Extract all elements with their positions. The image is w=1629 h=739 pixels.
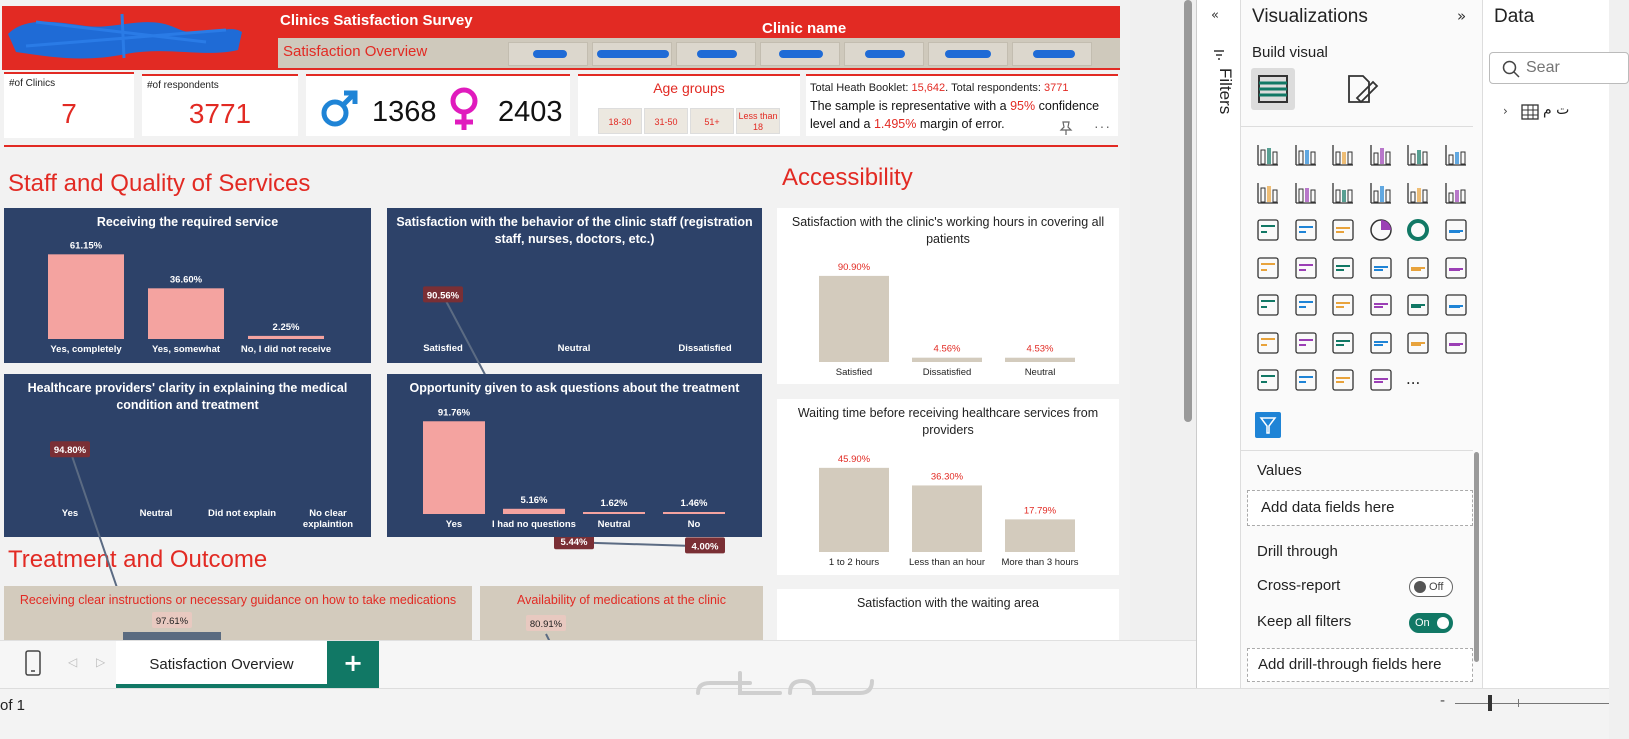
category-label: No xyxy=(687,519,701,530)
filters-pane xyxy=(1196,0,1240,688)
booklet-label: Total Heath Booklet: xyxy=(810,82,909,94)
clinics-card xyxy=(4,72,134,138)
clinic-slicer-button[interactable] xyxy=(592,42,672,66)
canvas-scrollbar[interactable] xyxy=(1184,0,1192,422)
chart-svg xyxy=(4,374,371,537)
clinic-slicer-button[interactable] xyxy=(928,42,1008,66)
survey-title: Clinics Satisfaction Survey xyxy=(280,12,473,29)
waterfall-icon[interactable] xyxy=(1255,217,1281,243)
page-counter: of 1 xyxy=(0,697,26,714)
filled-map-icon[interactable] xyxy=(1330,255,1356,281)
tab-prev-icon[interactable]: ◁ xyxy=(68,655,78,669)
confidence-value: 95% xyxy=(1010,99,1036,113)
chart-svg xyxy=(777,399,1119,575)
chart-svg xyxy=(4,208,371,363)
respondents-label: #of respondents xyxy=(147,80,219,91)
ribbon-icon[interactable] xyxy=(1368,180,1394,206)
gender-card xyxy=(306,74,570,136)
data-search-box[interactable] xyxy=(1489,52,1629,84)
data-search-input[interactable] xyxy=(1526,57,1616,79)
age-option-less-than-18[interactable]: Less than 18 xyxy=(736,108,780,134)
tab-satisfaction-overview[interactable]: Satisfaction Overview xyxy=(116,641,327,688)
keep-all-filters-label: Keep all filters xyxy=(1257,613,1352,630)
drill-through-drop-zone[interactable]: Add drill-through fields here xyxy=(1247,648,1473,682)
stacked-bar-icon[interactable] xyxy=(1255,142,1281,168)
table-visual-icon xyxy=(1251,68,1295,110)
watermark-logo-icon xyxy=(690,663,880,713)
clinic-slicer-button[interactable] xyxy=(508,42,588,66)
search-icon xyxy=(1502,60,1520,78)
chart-title: Availability of medications at the clinic xyxy=(517,593,726,607)
total-respondents-value: 3771 xyxy=(1044,82,1069,94)
divider xyxy=(1241,450,1473,451)
category-label: Yes, somewhat xyxy=(151,344,221,355)
table-icon xyxy=(1521,104,1539,120)
stacked-area-icon[interactable] xyxy=(1330,180,1356,206)
chart-bar xyxy=(819,276,889,362)
category-label: Satisfied xyxy=(423,343,463,354)
more-visuals-icon[interactable]: ... xyxy=(1406,370,1421,388)
tab-next-icon[interactable]: ▷ xyxy=(96,655,106,669)
data-label: 5.44% xyxy=(560,537,588,549)
add-page-button[interactable]: + xyxy=(327,641,379,688)
chart-clarity[interactable] xyxy=(4,374,371,537)
gauge-icon[interactable] xyxy=(1405,255,1431,281)
data-label: 36.60% xyxy=(169,274,203,286)
data-label: 1.46% xyxy=(680,498,708,509)
power-apps-icon[interactable] xyxy=(1443,330,1469,356)
zoom-slider-track[interactable] xyxy=(1455,703,1609,704)
data-label: 97.61% xyxy=(155,616,189,627)
chart-bar xyxy=(248,336,324,339)
clinic-slicer-button[interactable] xyxy=(1012,42,1092,66)
respondents-card xyxy=(142,74,298,136)
100-column-icon[interactable] xyxy=(1443,142,1469,168)
respondents-value: 3771 xyxy=(188,98,252,129)
toggle-knob xyxy=(1437,617,1449,629)
chart-bar xyxy=(663,512,725,514)
category-label: Neutral xyxy=(139,508,173,519)
pie-icon[interactable] xyxy=(1368,217,1394,243)
booklet-value: 15,642 xyxy=(911,82,946,94)
100-bar-icon[interactable] xyxy=(1405,142,1431,168)
age-groups-card xyxy=(578,74,800,136)
category-label: Less than an hour xyxy=(908,557,986,568)
sample-info-line1 xyxy=(810,82,1069,94)
age-option-18-30[interactable]: 18-30 xyxy=(598,108,642,134)
sample-info-card xyxy=(806,74,1118,136)
chart-title: Opportunity given to ask questions about the treatment xyxy=(409,381,740,395)
data-label: 94.80% xyxy=(53,445,87,457)
clinic-name-label: Clinic name xyxy=(762,20,847,37)
chart-bar xyxy=(148,288,224,339)
goals-icon[interactable] xyxy=(1368,330,1394,356)
chart-bar xyxy=(423,421,485,514)
page-tab-bar xyxy=(0,640,1240,688)
expand-chevron-icon[interactable]: › xyxy=(1503,104,1508,118)
status-bar xyxy=(0,688,1609,739)
chart-bar xyxy=(819,468,889,552)
category-label: Yes, completely xyxy=(50,344,122,355)
clinics-value: 7 xyxy=(61,98,77,129)
data-table-item[interactable]: ت م xyxy=(1543,102,1570,118)
category-label: More than 3 hours xyxy=(1001,557,1079,568)
decomp-tree-icon[interactable] xyxy=(1443,292,1469,318)
chart-bar xyxy=(1005,358,1075,362)
chart-questions[interactable] xyxy=(387,374,762,537)
clustered-column-icon[interactable] xyxy=(1368,142,1394,168)
qa-icon[interactable] xyxy=(1293,330,1319,356)
category-label: Neutral xyxy=(597,519,631,530)
section-title-treatment: Treatment and Outcome xyxy=(8,546,268,573)
cross-report-label: Cross-report xyxy=(1257,577,1341,594)
data-label: 80.91% xyxy=(529,619,563,630)
slicer-icon[interactable] xyxy=(1330,292,1356,318)
chart-bar xyxy=(912,358,982,362)
area-chart-icon[interactable] xyxy=(1293,180,1319,206)
category-label: Neutral xyxy=(557,343,591,354)
stacked-column-icon[interactable] xyxy=(1293,142,1319,168)
line-clustered-icon[interactable] xyxy=(1443,180,1469,206)
visualizations-title: Visualizations xyxy=(1252,6,1368,27)
redacted-logo-icon xyxy=(6,12,244,60)
toggle-knob xyxy=(1414,581,1426,593)
filters-title[interactable]: Filters xyxy=(1216,68,1235,115)
line-chart-icon[interactable] xyxy=(1255,180,1281,206)
chevron-visual-icon[interactable] xyxy=(1368,367,1394,393)
category-label: Satisfied xyxy=(835,367,873,378)
expand-pane-icon[interactable]: » xyxy=(1457,7,1467,25)
data-label: 45.90% xyxy=(837,453,871,465)
narrative-icon[interactable] xyxy=(1330,330,1356,356)
more-options-icon[interactable]: ··· xyxy=(1094,118,1111,134)
chart-title: Healthcare providers' clarity in explaining the medical condition and treatment xyxy=(27,381,348,412)
kpi-icon[interactable] xyxy=(1293,292,1319,318)
data-label: 1.62% xyxy=(600,498,628,509)
female-icon xyxy=(444,86,484,132)
mobile-layout-icon[interactable] xyxy=(24,649,42,677)
matrix-icon[interactable] xyxy=(1255,255,1281,281)
multirow-card-icon[interactable] xyxy=(1255,292,1281,318)
chart-title: Satisfaction with the behavior of the clinic staff (registration staff, nurses, doctors, etc.) xyxy=(396,215,753,246)
card-icon[interactable] xyxy=(1443,255,1469,281)
category-label: Dissatisfied xyxy=(922,367,972,378)
sample-info-line3 xyxy=(810,117,1005,131)
toggle-state: Off xyxy=(1429,581,1444,593)
sample-text: The sample is representative with a xyxy=(810,99,1007,113)
build-visual-label: Build visual xyxy=(1252,44,1328,61)
age-option-31-50[interactable]: 31-50 xyxy=(644,108,688,134)
viz-pane-scrollbar[interactable] xyxy=(1474,452,1479,662)
values-drop-zone[interactable]: Add data fields here xyxy=(1247,490,1473,526)
zoom-out-button[interactable]: - xyxy=(1440,693,1446,709)
visualizations-pane xyxy=(1240,0,1482,688)
male-count: 1368 xyxy=(372,96,437,128)
category-label: Neutral xyxy=(1024,367,1056,378)
age-option-51-plus[interactable]: 51+ xyxy=(690,108,734,134)
chart-svg xyxy=(777,208,1119,384)
cross-report-toggle[interactable] xyxy=(1409,577,1453,597)
chart-bar xyxy=(1005,519,1075,552)
zoom-slider-tick xyxy=(1518,699,1519,707)
data-label: 91.76% xyxy=(437,407,471,419)
category-label: I had no questions xyxy=(492,519,576,530)
chart-working-hours[interactable] xyxy=(777,208,1119,384)
power-automate-icon[interactable] xyxy=(1255,367,1281,393)
line-column-icon[interactable] xyxy=(1405,180,1431,206)
keep-all-filters-toggle[interactable] xyxy=(1409,613,1453,633)
data-pane xyxy=(1482,0,1609,688)
category-label: No, I did not receive xyxy=(240,344,332,355)
toggle-state: On xyxy=(1415,617,1430,629)
clinic-slicer-button[interactable] xyxy=(676,42,756,66)
format-visual-icon[interactable] xyxy=(1343,72,1379,108)
funnel-icon[interactable] xyxy=(1293,217,1319,243)
matrix-table-icon[interactable] xyxy=(1405,292,1431,318)
female-count: 2403 xyxy=(498,96,563,128)
data-label: 4.53% xyxy=(1026,343,1054,355)
male-icon xyxy=(318,88,360,130)
section-title-staff-quality: Staff and Quality of Services xyxy=(8,170,311,197)
sample-text: level and a xyxy=(810,117,871,131)
margin-value: 1.495% xyxy=(873,117,917,131)
section-title-accessibility: Accessibility xyxy=(782,164,913,191)
category-label: No clear xyxy=(309,508,347,519)
data-label: 17.79% xyxy=(1023,505,1057,517)
clinic-slicer-button[interactable] xyxy=(844,42,924,66)
collapse-filters-icon[interactable]: « xyxy=(1211,8,1219,23)
chart-receiving-service[interactable] xyxy=(4,208,371,363)
custom-visual-icon[interactable] xyxy=(1255,412,1281,438)
chart-title: Receiving the required service xyxy=(96,215,279,229)
data-label: 2.25% xyxy=(272,321,300,333)
arcgis-icon[interactable] xyxy=(1293,367,1319,393)
pin-icon[interactable] xyxy=(1058,120,1074,136)
data-label: 61.15% xyxy=(69,240,103,252)
chart-waiting-time[interactable] xyxy=(777,399,1119,575)
report-header xyxy=(2,6,1120,70)
key-influencers-icon[interactable] xyxy=(1255,330,1281,356)
chart-bar xyxy=(912,485,982,552)
zoom-slider-thumb[interactable] xyxy=(1488,695,1492,711)
data-label: 36.30% xyxy=(930,471,964,483)
chart-svg xyxy=(387,374,762,537)
treemap-icon[interactable] xyxy=(1443,217,1469,243)
clinic-slicer-button[interactable] xyxy=(760,42,840,66)
donut-icon[interactable] xyxy=(1405,217,1431,243)
filter-funnel-icon xyxy=(1213,46,1225,58)
category-label: 1 to 2 hours xyxy=(828,557,880,568)
chart-title: Receiving clear instructions or necessary guidance on how to take medications xyxy=(19,593,457,607)
data-label: 90.90% xyxy=(837,261,871,273)
clustered-bar-icon[interactable] xyxy=(1330,142,1356,168)
category-label: Dissatisfied xyxy=(678,343,732,354)
data-title: Data xyxy=(1494,6,1535,27)
total-respondents-label: . Total respondents: xyxy=(945,82,1041,94)
category-label: Yes xyxy=(61,508,79,519)
divider xyxy=(1241,126,1473,127)
category-label: Yes xyxy=(445,519,463,530)
clinics-label: #of Clinics xyxy=(9,78,56,89)
table-icon[interactable] xyxy=(1368,292,1394,318)
divider-line xyxy=(4,145,1118,147)
chart-title: Satisfaction with the waiting area xyxy=(856,596,1040,610)
chart-title: Waiting time before receiving healthcare services from providers xyxy=(797,406,1099,437)
data-label: 4.00% xyxy=(691,541,719,553)
sample-text: confidence xyxy=(1038,99,1100,113)
paginated-icon[interactable] xyxy=(1405,330,1431,356)
drill-through-label: Drill through xyxy=(1257,543,1338,560)
chart-bar xyxy=(583,512,645,514)
sample-info-line2 xyxy=(810,99,1099,113)
sample-text: margin of error. xyxy=(919,117,1005,131)
age-groups-title: Age groups xyxy=(653,80,725,96)
map-icon[interactable] xyxy=(1293,255,1319,281)
scatter-icon[interactable] xyxy=(1330,217,1356,243)
category-label: explaintion xyxy=(302,519,354,530)
build-visual-tab[interactable] xyxy=(1251,68,1295,110)
category-label: Did not explain xyxy=(207,508,277,519)
chart-title: Satisfaction with the clinic's working hours in covering all patients xyxy=(791,215,1105,246)
overview-label: Satisfaction Overview xyxy=(283,43,428,60)
data-label: 4.56% xyxy=(933,343,961,355)
azure-map-icon[interactable] xyxy=(1368,255,1394,281)
data-label: 90.56% xyxy=(426,290,460,302)
data-label: 5.16% xyxy=(520,494,548,506)
values-label: Values xyxy=(1257,462,1302,479)
diamond-visual-icon[interactable] xyxy=(1330,367,1356,393)
chart-bar xyxy=(503,509,565,514)
chart-bar xyxy=(48,254,124,339)
